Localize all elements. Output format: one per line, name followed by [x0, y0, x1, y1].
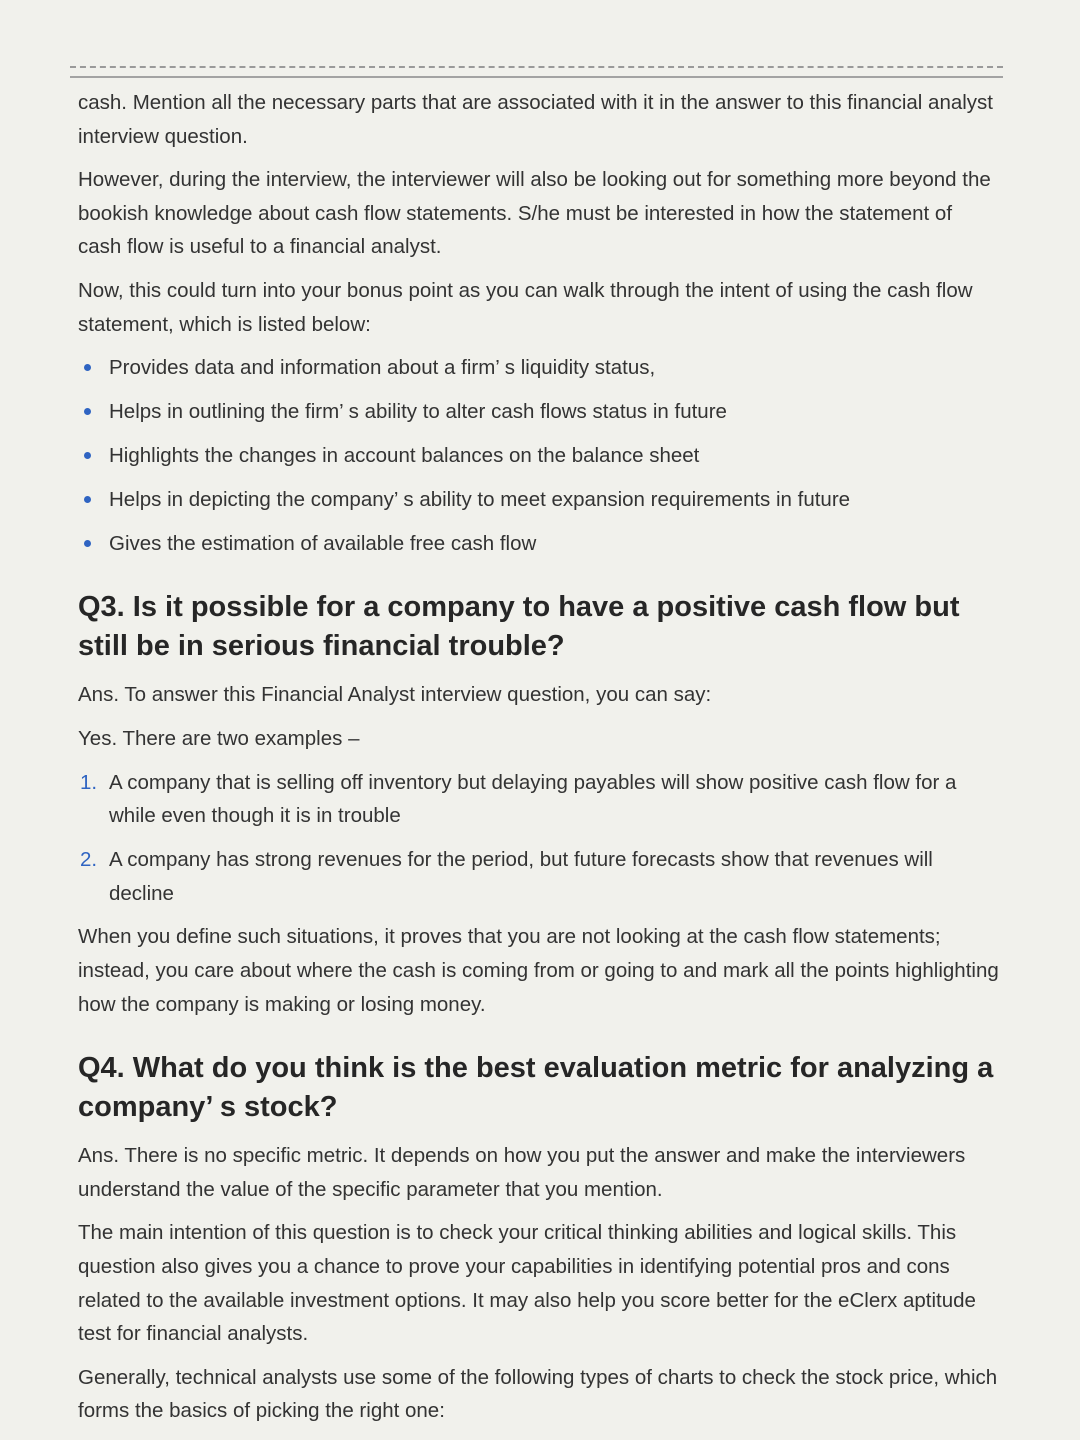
question-4-answer: Ans. There is no specific metric. It depends on how you put the answer and make the interviewers understand the value of the specific parameter that you mention.: [78, 1144, 966, 1201]
top-divider: [70, 66, 1003, 78]
list-item-text: Provides data and information about a firm’ s liquidity status,: [109, 356, 656, 380]
intro-paragraph-2: However, during the interview, the interviewer will also be looking out for something more beyond the bookish knowledge about cash flow statements. S/he must be interested in how the statement of cash flow is useful to a financial analyst.: [78, 168, 991, 259]
list-item: [78, 395, 1000, 429]
list-item-text: Helps in depicting the company’ s ability to meet expansion requirements in future: [109, 487, 851, 511]
list-item-text: A company has strong revenues for the period, but future forecasts show that revenues will decline: [109, 847, 933, 905]
list-item-text: Helps in outlining the firm’ s ability to alter cash flows status in future: [109, 400, 727, 424]
question-3-closing: When you define such situations, it proves that you are not looking at the cash flow statements; instead, you care about where the cash is coming from or going to and mark all the points highlighting how the company is making or losing money.: [78, 925, 999, 1016]
question-3-answer-intro: Ans. To answer this Financial Analyst interview question, you can say:: [78, 683, 712, 707]
bullet-icon: [84, 452, 91, 459]
question-4-paragraph-2: The main intention of this question is to check your critical thinking abilities and logical skills. This question also gives you a chance to prove your capabilities in identifying potential pros and cons related to the available investment options. It may also help you score better for the eClerx aptitude test for financial analysts.: [78, 1221, 976, 1346]
question-4-paragraph-3: Generally, technical analysts use some of the following types of charts to check the stock price, which forms the basics of picking the right one:: [78, 1365, 998, 1423]
list-number: 2.: [80, 847, 98, 871]
question-3-heading: Q3. Is it possible for a company to have a positive cash flow but still be in serious financial trouble?: [78, 591, 960, 663]
list-item: [78, 351, 1000, 385]
list-item: [78, 527, 1000, 561]
bullet-icon: [84, 408, 91, 415]
article-body: [78, 86, 1000, 1438]
list-item: [78, 766, 1000, 833]
dashed-rule: [70, 66, 1003, 68]
bullet-icon: [84, 364, 91, 371]
solid-rule: [70, 76, 1003, 78]
list-item-text: A company that is selling off inventory but delaying payables will show positive cash flow for a while even though it is in trouble: [109, 770, 957, 828]
question-3-examples-list: [78, 766, 1000, 911]
intro-paragraph-1: cash. Mention all the necessary parts that are associated with it in the answer to this financial analyst interview question.: [78, 91, 994, 148]
bullet-icon: [84, 540, 91, 547]
list-item-text: Gives the estimation of available free cash flow: [109, 531, 537, 555]
bullet-icon: [84, 496, 91, 503]
list-item-text: Highlights the changes in account balances on the balance sheet: [109, 443, 700, 467]
question-3-yes: Yes. There are two examples –: [78, 726, 360, 750]
list-item: [78, 843, 1000, 910]
list-item: [78, 483, 1000, 517]
list-item: [78, 439, 1000, 473]
list-number: 1.: [80, 770, 98, 794]
question-4-heading: Q4. What do you think is the best evaluation metric for analyzing a company’ s stock?: [78, 1052, 994, 1124]
cash-flow-uses-list: [78, 351, 1000, 560]
intro-paragraph-3: Now, this could turn into your bonus point as you can walk through the intent of using the cash flow statement, which is listed below:: [78, 278, 973, 336]
